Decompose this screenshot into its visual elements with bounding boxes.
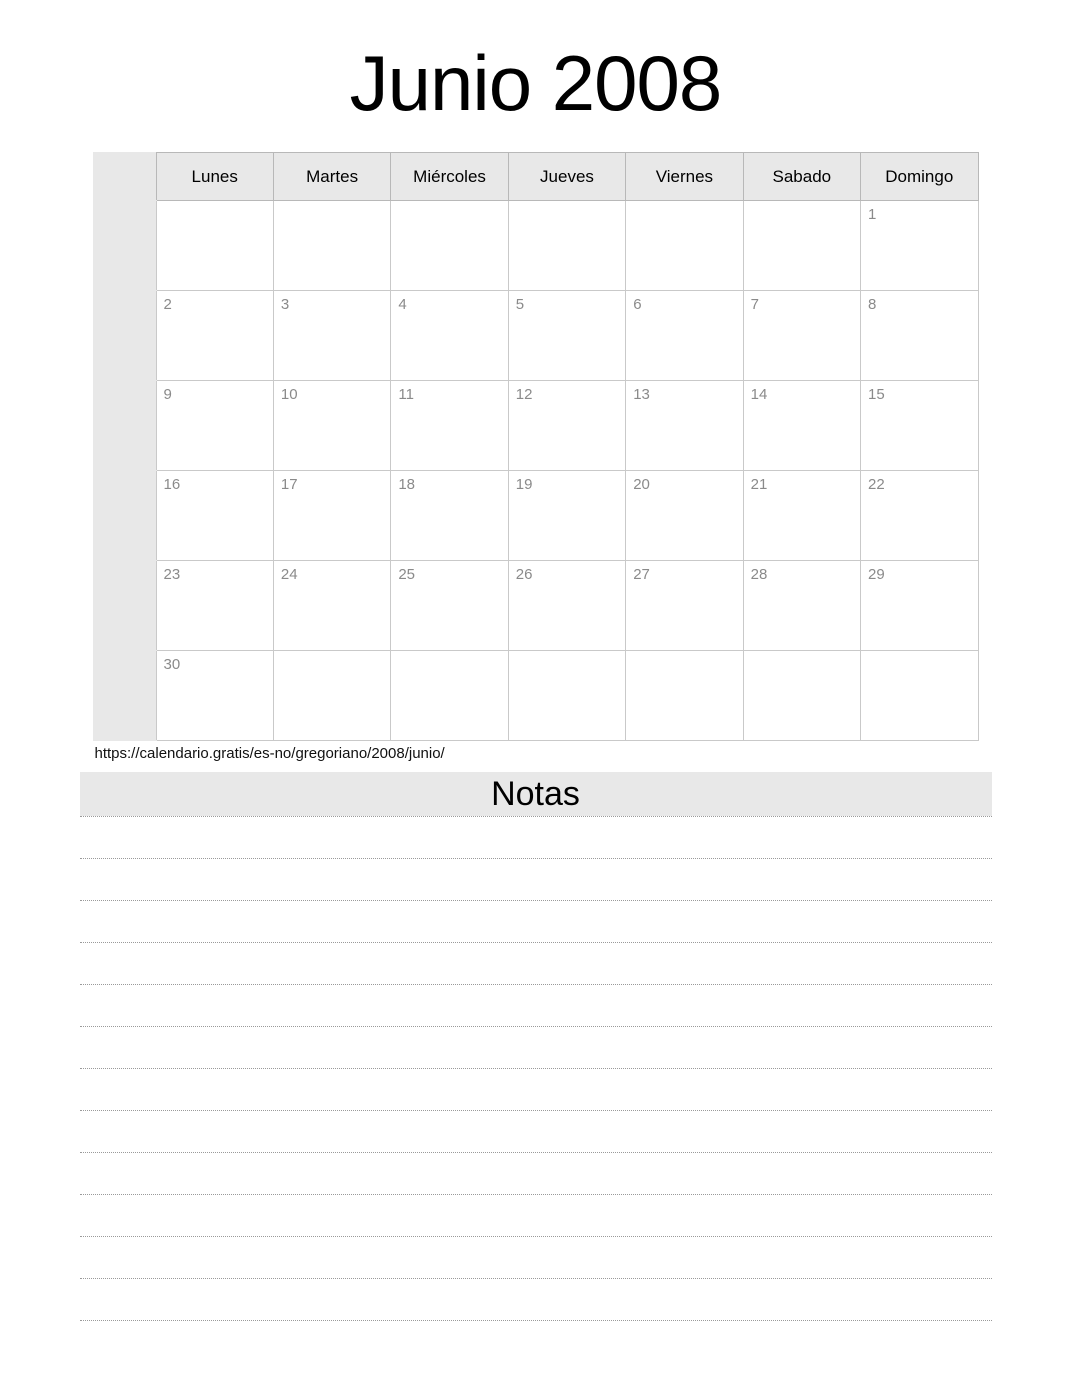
week-stub-cell xyxy=(93,201,156,291)
day-cell[interactable]: 9 xyxy=(156,381,273,471)
week-stub-cell xyxy=(93,561,156,651)
day-cell[interactable]: 22 xyxy=(861,471,978,561)
day-cell[interactable] xyxy=(391,201,508,291)
calendar-body xyxy=(93,201,978,741)
day-cell[interactable]: 2 xyxy=(156,291,273,381)
calendar-week-row xyxy=(93,471,978,561)
week-stub-cell xyxy=(93,381,156,471)
day-cell[interactable]: 21 xyxy=(743,471,860,561)
day-cell[interactable]: 11 xyxy=(391,381,508,471)
day-cell[interactable]: 6 xyxy=(626,291,743,381)
day-cell[interactable]: 12 xyxy=(508,381,625,471)
day-cell[interactable]: 5 xyxy=(508,291,625,381)
note-line[interactable] xyxy=(80,985,992,1027)
day-cell[interactable]: 10 xyxy=(273,381,390,471)
day-cell[interactable]: 15 xyxy=(861,381,978,471)
weekday-header-domingo: Domingo xyxy=(861,153,978,201)
day-cell[interactable] xyxy=(508,201,625,291)
note-line[interactable] xyxy=(80,1279,992,1321)
day-cell[interactable]: 14 xyxy=(743,381,860,471)
calendar-week-row xyxy=(93,201,978,291)
day-cell[interactable]: 1 xyxy=(861,201,978,291)
note-line[interactable] xyxy=(80,901,992,943)
calendar-week-row xyxy=(93,381,978,471)
day-cell[interactable]: 20 xyxy=(626,471,743,561)
day-cell[interactable]: 25 xyxy=(391,561,508,651)
day-cell[interactable] xyxy=(391,651,508,741)
note-line[interactable] xyxy=(80,1195,992,1237)
weekday-header-jueves: Jueves xyxy=(508,153,625,201)
weekday-header-lunes: Lunes xyxy=(156,153,273,201)
day-cell[interactable] xyxy=(626,651,743,741)
notes-section xyxy=(80,772,992,1321)
weekday-header-martes: Martes xyxy=(273,153,390,201)
day-cell[interactable] xyxy=(508,651,625,741)
day-cell[interactable]: 27 xyxy=(626,561,743,651)
calendar-week-row xyxy=(93,561,978,651)
note-line[interactable] xyxy=(80,1111,992,1153)
day-cell[interactable]: 18 xyxy=(391,471,508,561)
note-line[interactable] xyxy=(80,1027,992,1069)
page-title: Junio 2008 xyxy=(349,39,722,127)
note-line[interactable] xyxy=(80,816,992,859)
note-line[interactable] xyxy=(80,1069,992,1111)
day-cell[interactable]: 24 xyxy=(273,561,390,651)
day-cell[interactable] xyxy=(861,651,978,741)
day-cell[interactable] xyxy=(743,651,860,741)
day-cell[interactable]: 26 xyxy=(508,561,625,651)
weekday-header-miercoles: Miércoles xyxy=(391,153,508,201)
day-cell[interactable] xyxy=(626,201,743,291)
weekday-header-viernes: Viernes xyxy=(626,153,743,201)
weekday-header-sabado: Sabado xyxy=(743,153,860,201)
notes-lines xyxy=(80,816,992,1321)
calendar-header-row xyxy=(93,153,978,201)
day-cell[interactable]: 8 xyxy=(861,291,978,381)
day-cell[interactable]: 17 xyxy=(273,471,390,561)
note-line[interactable] xyxy=(80,943,992,985)
day-cell[interactable]: 16 xyxy=(156,471,273,561)
calendar-container xyxy=(93,122,979,741)
day-cell[interactable] xyxy=(273,201,390,291)
note-line[interactable] xyxy=(80,1237,992,1279)
day-cell[interactable] xyxy=(743,201,860,291)
day-cell[interactable] xyxy=(273,651,390,741)
week-stub-cell xyxy=(93,651,156,741)
day-cell[interactable]: 7 xyxy=(743,291,860,381)
calendar-week-row xyxy=(93,291,978,381)
day-cell[interactable]: 3 xyxy=(273,291,390,381)
week-stub-cell xyxy=(93,471,156,561)
day-cell[interactable]: 13 xyxy=(626,381,743,471)
day-cell[interactable]: 28 xyxy=(743,561,860,651)
notes-header: Notas xyxy=(80,772,992,816)
note-line[interactable] xyxy=(80,859,992,901)
note-line[interactable] xyxy=(80,1153,992,1195)
day-cell[interactable]: 19 xyxy=(508,471,625,561)
calendar-week-row xyxy=(93,651,978,741)
week-stub-header xyxy=(93,153,156,201)
day-cell[interactable]: 30 xyxy=(156,651,273,741)
day-cell[interactable] xyxy=(156,201,273,291)
week-stub-cell xyxy=(93,291,156,381)
calendar-table xyxy=(93,152,979,741)
day-cell[interactable]: 4 xyxy=(391,291,508,381)
day-cell[interactable]: 23 xyxy=(156,561,273,651)
day-cell[interactable]: 29 xyxy=(861,561,978,651)
source-url[interactable]: https://calendario.gratis/es-no/gregoriano/2008/junio/ xyxy=(94,745,445,762)
